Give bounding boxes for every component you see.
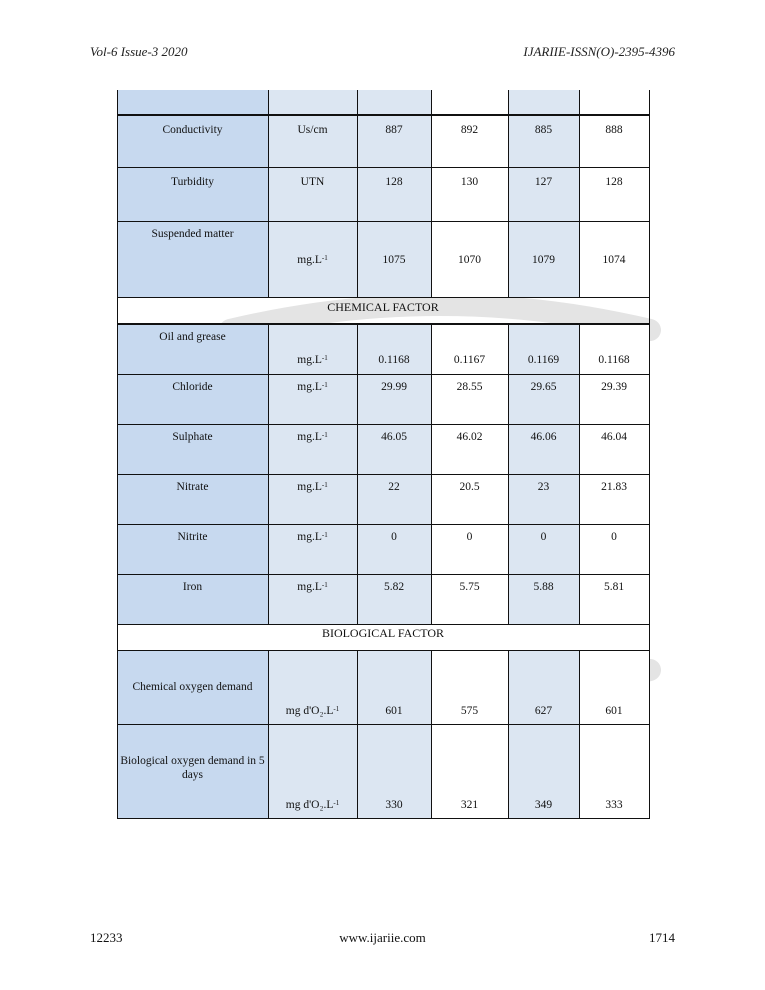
table-column-rule [357, 90, 358, 298]
unit-exponent: -1 [321, 354, 328, 362]
measurement-value: 46.05 [381, 431, 407, 443]
value-cell [508, 574, 579, 624]
unit-label [270, 530, 355, 544]
unit-label [270, 430, 355, 444]
measurement-value: 28.55 [456, 381, 483, 393]
unit-cell [268, 167, 357, 221]
value-cell [508, 221, 579, 298]
measurement-value: 46.04 [601, 431, 627, 443]
unit-cell [268, 424, 357, 474]
measurement-value: 29.65 [530, 381, 557, 393]
measurement-value: 22 [388, 481, 400, 493]
measurement-value: 5.82 [383, 581, 405, 593]
unit-exponent: -1 [321, 381, 328, 389]
section-biological-factor: BIOLOGICAL FACTOR [321, 626, 445, 640]
parameter-cell [117, 324, 268, 374]
unit-cell [268, 115, 357, 167]
table-rule [117, 167, 650, 168]
table-continuation-cell [579, 90, 649, 115]
value-cell [579, 324, 649, 374]
parameter-name: Chemical oxygen demand [132, 681, 253, 693]
value-cell [431, 474, 508, 524]
table-column-rule [117, 90, 118, 298]
measurement-value: 627 [534, 705, 553, 717]
measurement-value: 0.1167 [453, 354, 486, 366]
table-rule [117, 574, 650, 575]
value-cell [579, 474, 649, 524]
measurement-value: 29.39 [601, 381, 627, 393]
unit-exponent: -1 [333, 799, 340, 807]
table-column-rule [579, 324, 580, 624]
table-border [649, 298, 650, 324]
value-cell [431, 424, 508, 474]
unit-label [270, 353, 355, 367]
value-cell [508, 424, 579, 474]
table-rule [117, 818, 650, 819]
table-border [649, 624, 650, 650]
measurement-value: 130 [460, 176, 479, 188]
unit-label [270, 580, 355, 594]
measurement-value: 21.83 [601, 481, 627, 493]
unit-label [270, 380, 355, 394]
parameter-cell [117, 221, 268, 298]
value-cell [579, 424, 649, 474]
parameter-cell [117, 374, 268, 424]
table-column-rule [649, 90, 650, 298]
table-column-rule [649, 324, 650, 624]
unit-base: mg.L [297, 431, 322, 443]
unit-cell [268, 724, 357, 819]
table-rule [117, 724, 650, 725]
unit-exponent: -1 [321, 581, 328, 589]
value-cell [579, 650, 649, 724]
value-cell [579, 115, 649, 167]
unit-cell [268, 324, 357, 374]
running-header-issn: IJARIIE-ISSN(O)-2395-4396 [523, 44, 675, 59]
unit-exponent: -1 [321, 254, 328, 262]
measurement-value: 892 [460, 124, 479, 136]
measurement-value: 321 [460, 799, 479, 811]
measurement-value: 1070 [458, 254, 481, 266]
measurement-value: 5.75 [459, 581, 480, 593]
unit-label [270, 175, 355, 189]
table-continuation-cell [117, 90, 268, 115]
value-cell [579, 724, 649, 819]
table-rule [117, 221, 650, 222]
table-rule [117, 650, 650, 651]
value-cell [431, 650, 508, 724]
unit-label [270, 704, 355, 718]
value-cell [357, 324, 431, 374]
table-column-rule [431, 650, 432, 819]
measurement-value: 0.1168 [598, 354, 630, 366]
table-column-rule [508, 324, 509, 624]
table-column-rule [117, 324, 118, 624]
value-cell [357, 167, 431, 221]
unit-base: mg.L [297, 481, 322, 493]
measurement-value: 0 [611, 531, 617, 543]
measurement-value: 601 [605, 705, 623, 717]
measurement-value: 128 [605, 176, 623, 188]
parameter-cell [117, 524, 268, 574]
measurement-value: 23 [537, 481, 550, 493]
value-cell [431, 221, 508, 298]
unit-base: mg.L [297, 581, 322, 593]
measurement-value: 349 [534, 799, 553, 811]
value-cell [431, 574, 508, 624]
value-cell [508, 115, 579, 167]
value-cell [357, 424, 431, 474]
unit-base: mg.L [297, 381, 322, 393]
value-cell [431, 324, 508, 374]
parameter-name: Iron [182, 581, 203, 593]
measurement-value: 1075 [382, 254, 406, 266]
measurement-value: 46.02 [456, 431, 483, 443]
value-cell [357, 574, 431, 624]
value-cell [357, 474, 431, 524]
value-cell [357, 374, 431, 424]
paper-id: 12233 [90, 930, 123, 945]
table-continuation-cell [268, 90, 357, 115]
value-cell [357, 724, 431, 819]
parameter-name: Nitrate [176, 481, 209, 493]
table-column-rule [579, 650, 580, 819]
unit-cell [268, 221, 357, 298]
table-rule [117, 624, 650, 625]
measurement-value: 5.81 [603, 581, 625, 593]
value-cell [357, 524, 431, 574]
table-border [117, 624, 118, 650]
measurement-value: 601 [385, 705, 403, 717]
table-column-rule [268, 324, 269, 624]
table-continuation-cell [508, 90, 579, 115]
measurement-value: 0.1168 [378, 354, 410, 366]
running-header-volume: Vol-6 Issue-3 2020 [90, 44, 188, 59]
value-cell [508, 474, 579, 524]
measurement-value: 330 [385, 799, 403, 811]
value-cell [357, 650, 431, 724]
value-cell [508, 724, 579, 819]
value-cell [579, 574, 649, 624]
measurement-value: 128 [385, 176, 403, 188]
value-cell [508, 650, 579, 724]
measurement-value: 885 [534, 124, 553, 136]
measurement-value: 333 [605, 799, 623, 811]
measurement-value: 1074 [602, 254, 626, 266]
table-continuation-cell [431, 90, 508, 115]
unit-exponent: -1 [333, 705, 340, 713]
table-rule [117, 524, 650, 525]
parameter-cell [117, 115, 268, 167]
unit-exponent: -1 [321, 531, 328, 539]
table-column-rule [431, 90, 432, 298]
journal-website: www.ijariie.com [339, 930, 426, 945]
table-rule [117, 374, 650, 375]
page-number: 1714 [649, 930, 675, 945]
value-cell [579, 167, 649, 221]
unit-cell [268, 524, 357, 574]
unit-label [270, 480, 355, 494]
measurement-value: 888 [605, 124, 623, 136]
value-cell [357, 221, 431, 298]
measurement-value: 0 [540, 531, 547, 543]
unit-base: mg.L [297, 254, 322, 266]
value-cell [357, 115, 431, 167]
table-column-rule [431, 324, 432, 624]
value-cell [579, 221, 649, 298]
value-cell [579, 524, 649, 574]
parameter-cell [117, 574, 268, 624]
table-column-rule [508, 650, 509, 819]
measurement-value: 0.1169 [527, 354, 560, 366]
unit-base: mg d'O₂.L [285, 799, 334, 811]
table-column-rule [268, 650, 269, 819]
value-cell [508, 374, 579, 424]
section-chemical-factor: CHEMICAL FACTOR [327, 300, 439, 314]
unit-exponent: -1 [321, 481, 328, 489]
table-column-rule [357, 650, 358, 819]
value-cell [431, 167, 508, 221]
unit-exponent: -1 [321, 431, 328, 439]
parameter-name: Suspended matter [151, 228, 234, 240]
unit-base: Us/cm [297, 124, 328, 136]
parameter-name: Biological oxygen demand in 5 days [120, 755, 265, 781]
unit-label [270, 798, 355, 812]
parameter-cell [117, 724, 268, 819]
parameter-name: Oil and grease [159, 331, 226, 343]
measurement-value: 575 [460, 705, 479, 717]
parameter-cell [117, 424, 268, 474]
unit-cell [268, 374, 357, 424]
table-column-rule [268, 90, 269, 298]
measurement-value: 20.5 [459, 481, 480, 493]
measurement-value: 887 [385, 124, 403, 136]
table-rule [117, 297, 650, 298]
unit-cell [268, 474, 357, 524]
unit-base: mg d'O₂.L [285, 705, 334, 717]
unit-cell [268, 574, 357, 624]
table-rule [117, 323, 650, 325]
table-column-rule [508, 90, 509, 298]
parameter-name: Chloride [172, 381, 213, 393]
unit-base: UTN [300, 176, 325, 188]
table-border [117, 298, 118, 324]
table-rule [117, 114, 650, 116]
value-cell [431, 374, 508, 424]
parameter-name: Sulphate [172, 431, 213, 443]
unit-cell [268, 650, 357, 724]
unit-label [270, 253, 355, 267]
table-continuation-cell [357, 90, 431, 115]
value-cell [508, 324, 579, 374]
measurement-value: 29.99 [381, 381, 407, 393]
parameter-cell [117, 167, 268, 221]
measurement-value: 46.06 [530, 431, 557, 443]
value-cell [579, 374, 649, 424]
unit-base: mg.L [297, 531, 322, 543]
table-rule [117, 474, 650, 475]
table-column-rule [357, 324, 358, 624]
measurement-value: 127 [534, 176, 553, 188]
unit-base: mg.L [297, 354, 322, 366]
table-column-rule [649, 650, 650, 819]
table-column-rule [117, 650, 118, 819]
value-cell [431, 115, 508, 167]
parameter-name: Nitrite [177, 531, 208, 543]
value-cell [508, 524, 579, 574]
parameter-name: Turbidity [170, 176, 215, 188]
parameter-name: Conductivity [162, 124, 223, 136]
measurement-value: 0 [391, 531, 397, 543]
value-cell [431, 524, 508, 574]
measurement-value: 1079 [532, 254, 555, 266]
measurement-value: 5.88 [533, 581, 554, 593]
table-rule [117, 424, 650, 425]
table-column-rule [579, 90, 580, 298]
value-cell [508, 167, 579, 221]
measurement-value: 0 [466, 531, 473, 543]
parameter-cell [117, 474, 268, 524]
unit-label [270, 123, 355, 137]
parameter-cell [117, 650, 268, 724]
value-cell [431, 724, 508, 819]
